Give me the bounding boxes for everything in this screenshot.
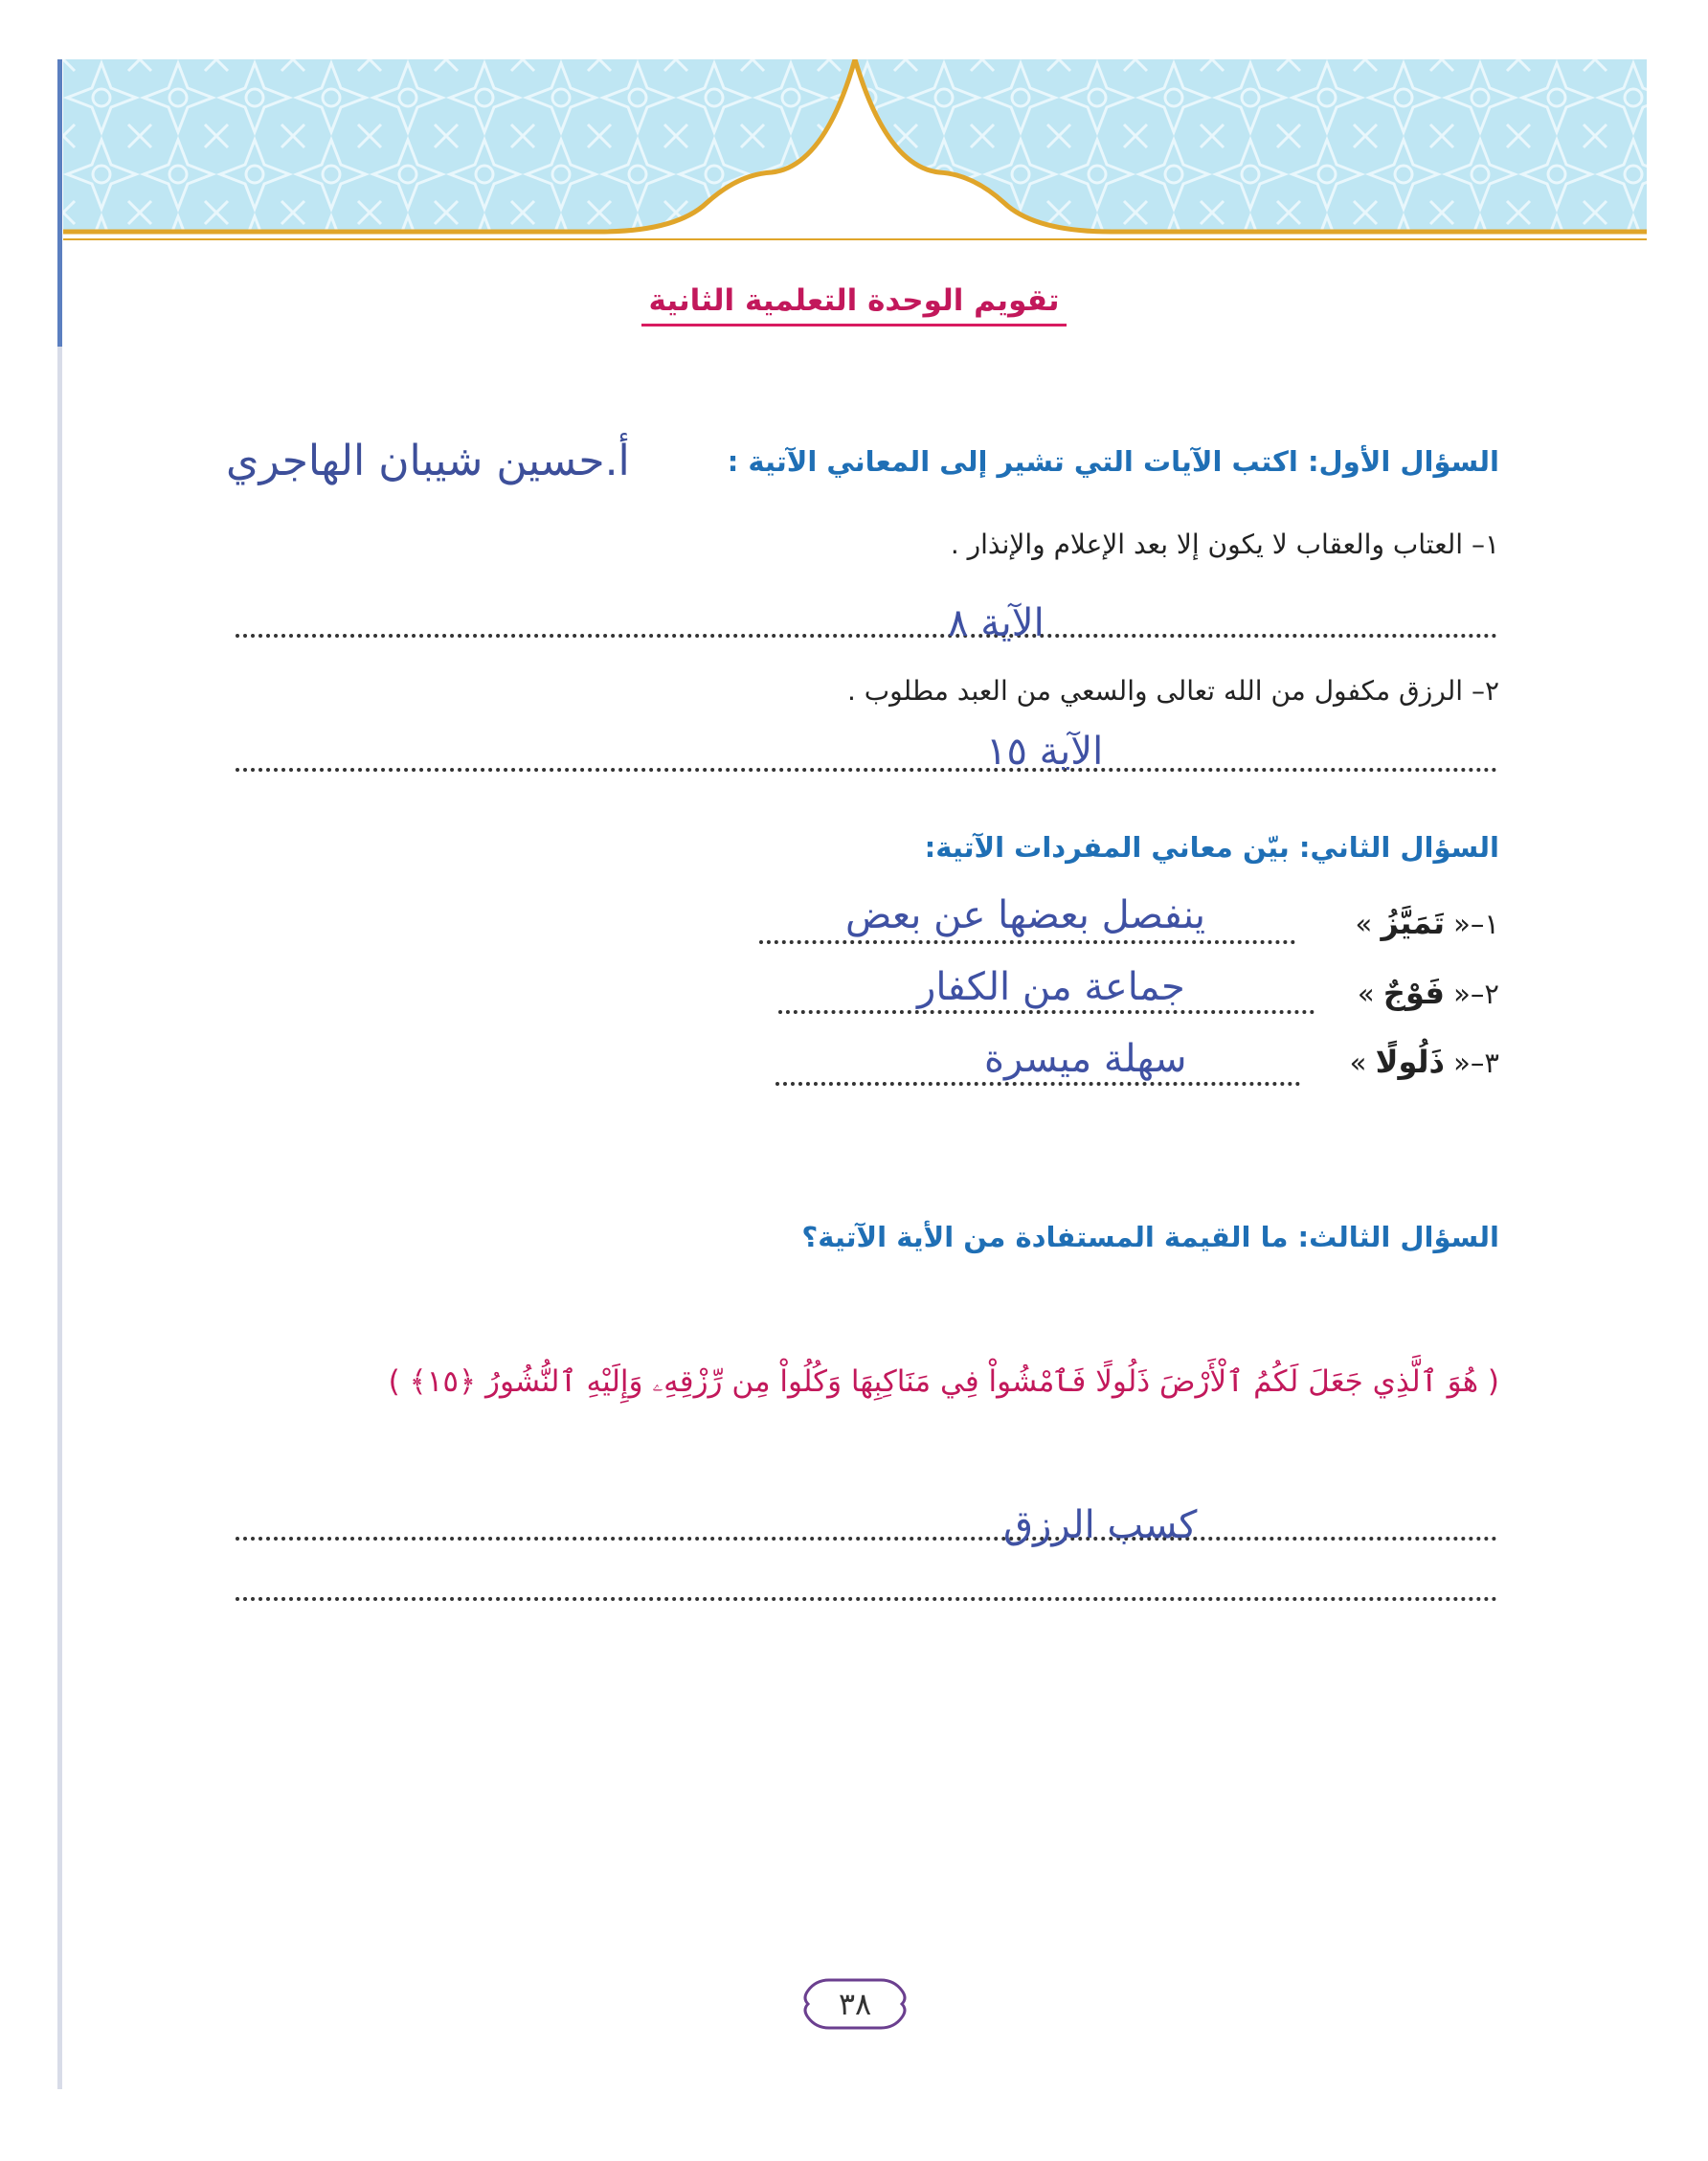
q2-answer-1: ينفصل بعضها عن بعض	[845, 893, 1206, 937]
vocab-close: »	[1357, 978, 1375, 1010]
vocab-item-3	[1350, 1044, 1499, 1080]
answer-line	[236, 768, 1497, 772]
answer-line	[236, 1537, 1497, 1541]
page-number: ٣٨	[838, 1986, 872, 2022]
vocab-number: ١–«	[1453, 908, 1499, 940]
vocab-number: ٣–«	[1453, 1047, 1499, 1079]
page-edge	[57, 59, 62, 2089]
vocab-close: »	[1349, 1047, 1367, 1079]
q1-item-1: ١– العتاب والعقاب لا يكون إلا بعد الإعلام والإنذار .	[950, 529, 1499, 560]
page-title-text: تقويم الوحدة التعلمية الثانية	[641, 283, 1068, 326]
answer-line	[236, 634, 1497, 638]
q2-answer-3: سهلة ميسرة	[984, 1037, 1187, 1081]
page-number-badge	[802, 1977, 908, 2031]
quran-verse: ( هُوَ ٱلَّذِي جَعَلَ لَكُمُ ٱلْأَرْضَ ذَلُولًا فَٱمْشُواْ فِي مَنَاكِبِهَا وَكُلُواْ مِن رِّزْقِهِۦ وَإِلَيْهِ ٱلنُّشُورُ ﴿١٥﴾ )	[388, 1364, 1499, 1399]
vocab-word: تَمَيَّزُ	[1381, 905, 1445, 941]
vocab-close: »	[1355, 908, 1373, 940]
question3-heading: السؤال الثالث: ما القيمة المستفادة من الأية الآتية؟	[801, 1221, 1499, 1253]
answer-line	[775, 1082, 1300, 1086]
decorative-header-banner	[63, 59, 1647, 246]
q2-answer-2: جماعة من الكفار	[917, 965, 1185, 1009]
vocab-number: ٢–«	[1453, 978, 1499, 1010]
q1-item-2: ٢– الرزق مكفول من الله تعالى والسعي من العبد مطلوب .	[847, 675, 1499, 707]
question2-heading: السؤال الثاني: بيّن معاني المفردات الآتية:	[924, 831, 1499, 864]
q3-answer: كسب الرزق	[1003, 1503, 1198, 1547]
vocab-item-1	[1356, 905, 1499, 941]
vocab-word: ذَلُولًا	[1375, 1044, 1445, 1080]
question1-heading: السؤال الأول: اكتب الآيات التي تشير إلى المعاني الآتية :	[727, 445, 1499, 478]
page-title	[0, 283, 1708, 326]
teacher-name: أ.حسين شيبان الهاجري	[226, 437, 630, 485]
answer-line	[778, 1010, 1315, 1014]
q1-answer-1: الآية ٨	[948, 601, 1045, 645]
vocab-item-2	[1358, 975, 1499, 1011]
q1-answer-2: الآية ١٥	[986, 730, 1104, 774]
vocab-word: فَوْجٌ	[1382, 975, 1445, 1011]
answer-line	[759, 940, 1295, 944]
answer-line	[236, 1597, 1497, 1601]
